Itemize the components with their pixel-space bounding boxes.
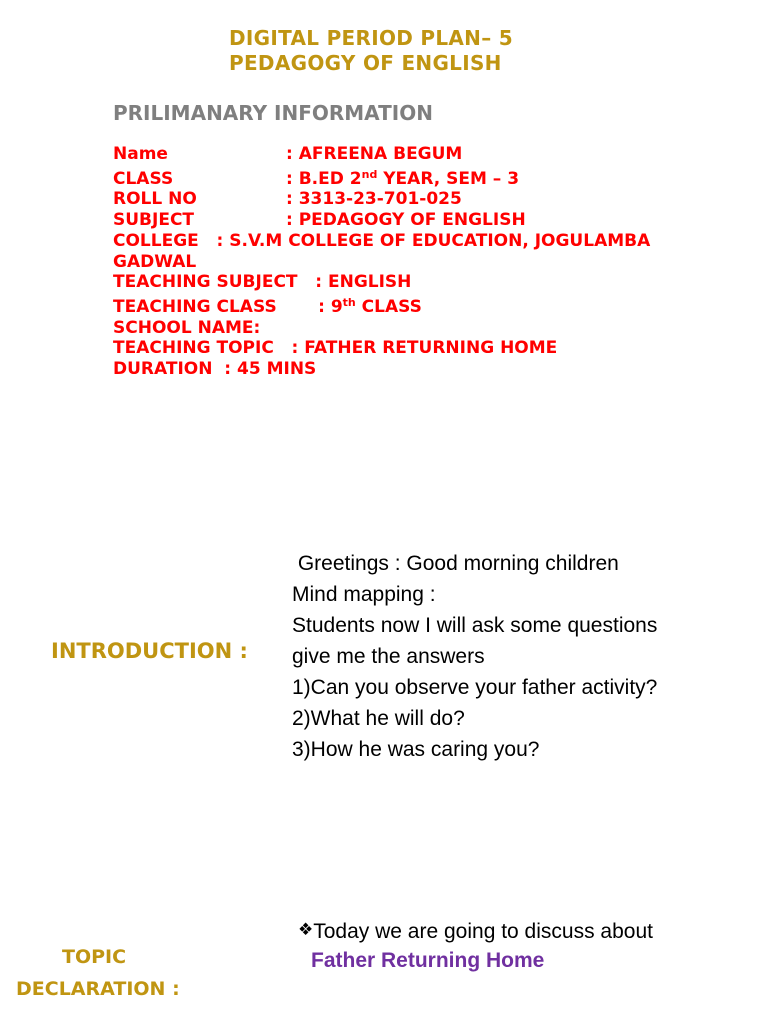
info-teaching-class-value-post: CLASS bbox=[355, 296, 422, 317]
page-title-line-2: PEDAGOGY OF ENGLISH bbox=[229, 51, 502, 75]
topic-label-line-1: TOPIC bbox=[62, 946, 127, 968]
intro-line: give me the answers bbox=[292, 645, 485, 668]
info-teaching-class-value: TEACHING CLASS : 9 bbox=[113, 296, 343, 317]
info-class-label: CLASS bbox=[113, 168, 174, 189]
info-teaching-subject: TEACHING SUBJECT : ENGLISH bbox=[113, 272, 412, 293]
info-roll-no bbox=[113, 189, 753, 210]
info-class-value: : B.ED 2 bbox=[286, 168, 362, 189]
info-subject-label: SUBJECT bbox=[113, 210, 195, 231]
preliminary-info bbox=[113, 144, 753, 380]
topic-title: Father Returning Home bbox=[311, 949, 545, 972]
info-teaching-class-sup: th bbox=[342, 295, 356, 309]
info-class bbox=[113, 165, 753, 190]
topic-label-line-2: DECLARATION : bbox=[16, 978, 180, 1000]
info-name-value: : AFREENA BEGUM bbox=[286, 144, 463, 164]
diamond-bullet-icon: ❖ bbox=[298, 920, 314, 939]
introduction-text bbox=[292, 548, 657, 765]
page-title-line-1: DIGITAL PERIOD PLAN– 5 bbox=[229, 26, 514, 50]
info-roll-no-value: : 3313-23-701-025 bbox=[286, 189, 462, 210]
info-college: COLLEGE : S.V.M COLLEGE OF EDUCATION, JOGULAMBA GADWAL bbox=[113, 230, 657, 272]
topic-declaration-text bbox=[298, 920, 653, 944]
info-teaching-class bbox=[113, 293, 753, 318]
info-teaching-topic: TEACHING TOPIC : FATHER RETURNING HOME bbox=[113, 338, 558, 359]
info-name-label: Name bbox=[113, 144, 168, 164]
info-roll-no-label: ROLL NO bbox=[113, 189, 197, 210]
intro-line: 3)How he was caring you? bbox=[292, 738, 540, 761]
preliminary-heading: PRILIMANARY INFORMATION bbox=[113, 101, 433, 125]
intro-line: 2)What he will do? bbox=[292, 707, 465, 730]
intro-line: Greetings : Good morning children bbox=[292, 552, 619, 575]
intro-line: 1)Can you observe your father activity? bbox=[292, 676, 658, 699]
intro-line: Mind mapping : bbox=[292, 583, 436, 606]
info-class-value-post: YEAR, SEM – 3 bbox=[377, 168, 520, 189]
intro-line: Students now I will ask some questions bbox=[292, 614, 658, 637]
info-name bbox=[113, 144, 753, 165]
topic-declaration-sentence: Today we are going to discuss about bbox=[313, 920, 653, 943]
info-class-sup: nd bbox=[361, 167, 378, 181]
info-subject-value: : PEDAGOGY OF ENGLISH bbox=[286, 210, 526, 231]
introduction-label: INTRODUCTION : bbox=[51, 639, 248, 663]
info-school-name: SCHOOL NAME: bbox=[113, 317, 261, 338]
info-duration: DURATION : 45 MINS bbox=[113, 359, 317, 380]
info-subject bbox=[113, 210, 753, 231]
